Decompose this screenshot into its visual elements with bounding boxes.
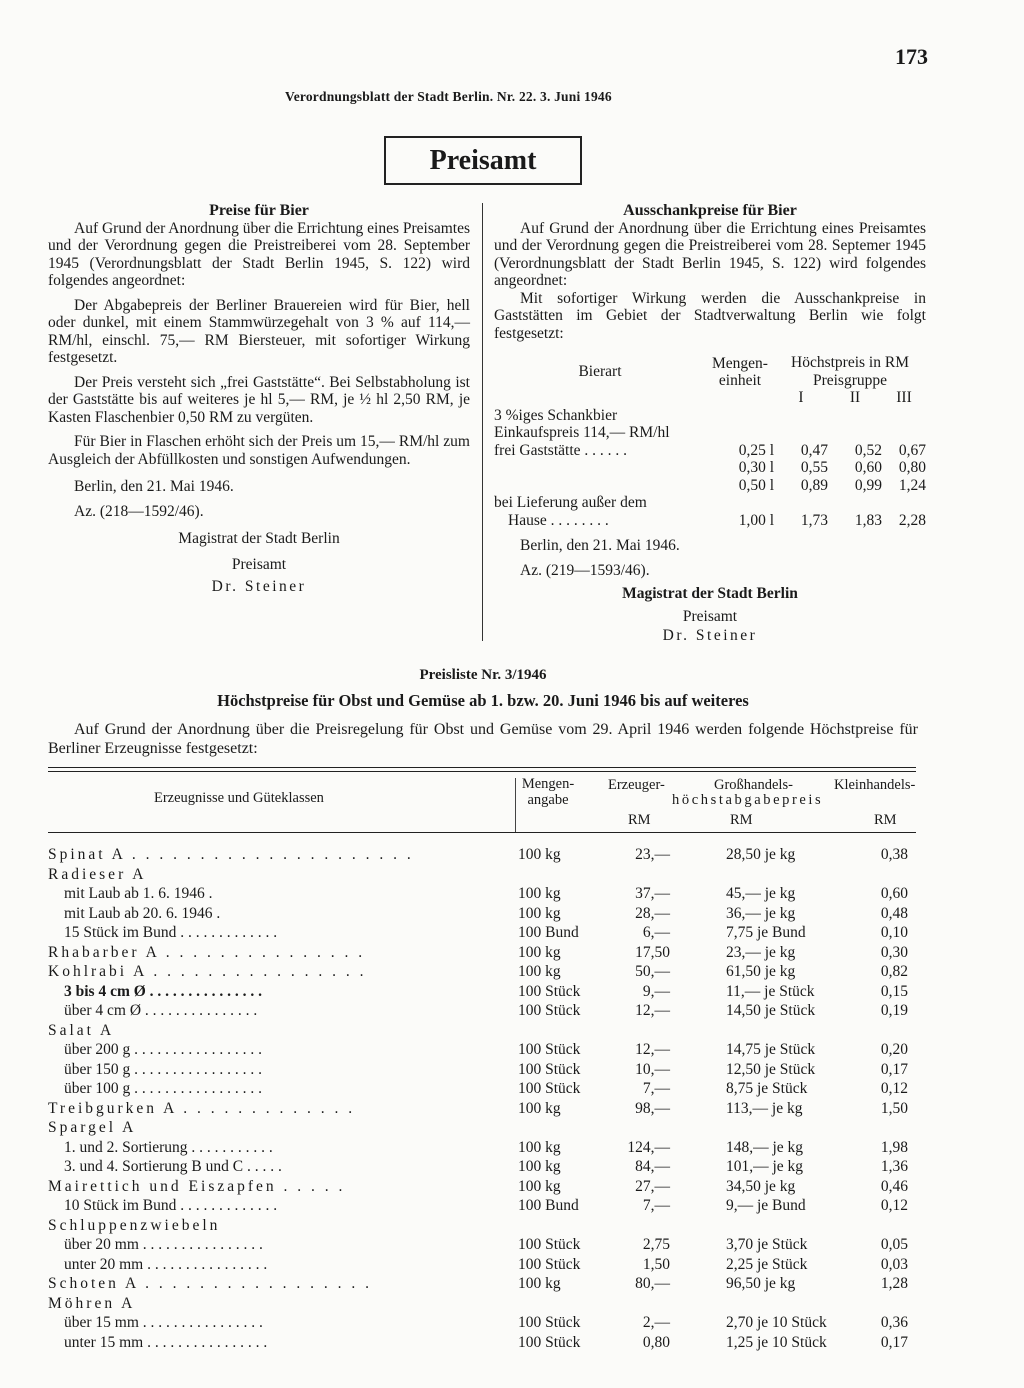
th-menge: Mengen-angabe: [521, 776, 575, 808]
table-row: [48, 1196, 908, 1216]
erzeuger-price-cell: 80,—: [635, 1275, 670, 1292]
erzeuger-price-cell: [600, 1294, 698, 1314]
menge-cell: 100 Bund: [518, 1197, 579, 1214]
product-cell: Rhabarber A . . . . . . . . . . . . . . .: [48, 943, 366, 961]
erzeuger-price-cell: 7,—: [642, 1080, 670, 1097]
beer-row-label: [494, 477, 706, 495]
beer-row-menge: 0,50 l: [738, 476, 774, 494]
th-group-1: I: [798, 389, 804, 406]
kleinhandel-price-cell: 0,48: [880, 904, 908, 922]
beer-row: [494, 442, 926, 460]
kleinhandel-price-cell: [848, 1118, 908, 1138]
beer-row-label: frei Gaststätte . . . . . .: [494, 441, 628, 459]
grosshandel-price-cell: 11,— je Stück: [726, 982, 815, 1000]
table-row: [48, 943, 908, 963]
erzeuger-price-cell: 6,—: [642, 924, 670, 941]
menge-cell: 100 kg: [518, 1138, 561, 1156]
table-row: [48, 1079, 908, 1099]
grosshandel-price-cell: 148,— je kg: [726, 1138, 804, 1156]
menge-cell: 100 kg: [518, 1177, 561, 1195]
erzeuger-price-cell: [600, 865, 698, 885]
grosshandel-price-cell: 1,25 je 10 Stück: [726, 1333, 827, 1351]
grosshandel-price-cell: 2,25 je Stück: [726, 1255, 808, 1273]
product-cell: 3 bis 4 cm Ø . . . . . . . . . . . . . . .: [64, 982, 263, 1000]
product-cell: 3. und 4. Sortierung B und C . . . . .: [64, 1158, 282, 1175]
menge-cell: 100 Stück: [518, 982, 581, 1000]
price-list-title: Höchstpreise für Obst und Gemüse ab 1. bzw. 20. Juni 1946 bis auf weiteres: [217, 691, 749, 710]
table-row: [48, 962, 908, 982]
beer-row-g2: 0,99: [854, 476, 882, 494]
beer-row-g2: 0,60: [854, 459, 882, 476]
menge-cell: 100 Stück: [518, 1333, 581, 1351]
grosshandel-price-cell: 101,— je kg: [726, 1158, 804, 1175]
erzeuger-price-cell: [600, 1118, 698, 1138]
table-row: [48, 1216, 908, 1236]
menge-cell: 100 kg: [518, 885, 561, 902]
section-title: [384, 136, 582, 185]
product-cell: unter 15 mm . . . . . . . . . . . . . . . .: [64, 1333, 268, 1351]
beer-row-g3: 1,24: [898, 476, 926, 494]
product-cell: über 15 mm . . . . . . . . . . . . . . . .: [64, 1314, 263, 1331]
grosshandel-price-cell: 45,— je kg: [726, 885, 796, 902]
product-cell: über 20 mm . . . . . . . . . . . . . . . .: [64, 1236, 263, 1253]
kleinhandel-price-cell: 0,17: [880, 1333, 908, 1351]
grosshandel-price-cell: 28,50 je kg: [726, 846, 796, 863]
product-cell: Spargel A: [48, 1119, 137, 1136]
beer-table-header-1: [494, 354, 926, 372]
right-signature-org: Magistrat der Stadt Berlin: [622, 585, 798, 602]
table-row: [48, 1099, 908, 1119]
kleinhandel-price-cell: 1,98: [880, 1138, 908, 1156]
left-paragraph-1: Auf Grund der Anordnung über die Errichtung eines Preisamtes und der Verordnung gegen die Preistreiberei vom 28. September 1945 (Verordnungsblatt der Stadt Berlin 1945, S. 122) wird folgendes angeordnet:: [48, 219, 471, 289]
table-row: [48, 1274, 908, 1294]
price-list-intro-text: Auf Grund der Anordnung über die Preisregelung für Obst und Gemüse vom 29. April 1946 werden folgende Höchstpreise für Berliner Erzeugnisse festgesetzt:: [48, 721, 918, 757]
left-paragraph-2: Der Abgabepreis der Berliner Brauereien wird für Bier, hell oder dunkel, mit einem Stammwürzegehalt von 3 % auf 114,— RM/hl, einschl. 75,— RM Biersteuer, mit sofortiger Wirkung festgesetzt.: [48, 296, 470, 366]
right-title: Ausschankpreise für Bier: [623, 202, 797, 219]
left-paragraph-4: Für Bier in Flaschen erhöht sich der Preis um 15,— RM/hl zum Ausgleich der Abfüllkosten und sonstigen Aufwendungen.: [48, 433, 470, 468]
erzeuger-price-cell: 0,80: [642, 1333, 670, 1351]
erzeuger-price-cell: 124,—: [627, 1138, 670, 1156]
kleinhandel-price-cell: [848, 865, 908, 885]
kleinhandel-price-cell: 1,36: [880, 1158, 908, 1175]
grosshandel-price-cell: 12,50 je Stück: [726, 1060, 816, 1078]
beer-row-menge: 0,25 l: [738, 441, 774, 459]
header-divider: [515, 778, 516, 832]
product-cell: über 150 g . . . . . . . . . . . . . . . . .: [64, 1060, 263, 1078]
menge-cell: 100 kg: [518, 1158, 561, 1175]
grosshandel-price-cell: [698, 1021, 848, 1041]
product-cell: 10 Stück im Bund . . . . . . . . . . . . .: [64, 1197, 278, 1214]
beer-row-g3: 2,28: [898, 511, 926, 529]
left-az: Az. (218—1592/46).: [74, 502, 204, 520]
right-paragraph-2: Mit sofortiger Wirkung werden die Ausschankpreise in Gaststätten im Gebiet der Stadtverwaltung Berlin wie folgt festgesetzt:: [494, 289, 926, 342]
beer-row: [494, 512, 926, 530]
grosshandel-price-cell: 113,— je kg: [726, 1099, 803, 1117]
table-row: [48, 1333, 908, 1353]
product-cell: Mairettich und Eiszapfen . . . . .: [48, 1177, 346, 1195]
grosshandel-price-cell: 14,75 je Stück: [726, 1041, 816, 1058]
beer-row-g1: 0,89: [800, 476, 828, 494]
table-top-rule: [48, 767, 916, 772]
table-row: [48, 1118, 908, 1138]
menge-cell: 100 Stück: [518, 1255, 581, 1273]
beer-label-a1: 3 %iges Schankbier: [494, 406, 618, 424]
beer-row-label: [494, 459, 706, 477]
kleinhandel-price-cell: 0,38: [880, 846, 908, 863]
th-group-2: II: [849, 389, 861, 406]
beer-label-a2: Einkaufspreis 114,— RM/hl: [494, 424, 670, 441]
table-row: [48, 1294, 908, 1314]
th-rm-erzeuger: RM: [628, 812, 651, 828]
erzeuger-price-cell: 17,50: [635, 943, 670, 961]
kleinhandel-price-cell: [848, 1294, 908, 1314]
left-signature-name: Dr. Steiner: [211, 578, 307, 595]
table-row: [48, 1255, 908, 1275]
product-cell: Radieser A: [48, 865, 147, 883]
product-cell: Salat A: [48, 1021, 115, 1039]
left-date: Berlin, den 21. Mai 1946.: [74, 478, 234, 495]
table-row: [48, 904, 908, 924]
beer-row-g1: 0,47: [800, 441, 828, 459]
product-cell: Schoten A . . . . . . . . . . . . . . . . .: [48, 1275, 373, 1292]
left-title: Preise für Bier: [209, 202, 309, 219]
beer-row-menge: 1,00 l: [738, 511, 774, 529]
erzeuger-price-cell: 7,—: [642, 1197, 670, 1214]
th-hoechstabgabepreis: höchstabgabepreis: [672, 792, 824, 808]
kleinhandel-price-cell: 0,60: [880, 885, 908, 902]
erzeuger-price-cell: [600, 1021, 698, 1041]
product-cell: 1. und 2. Sortierung . . . . . . . . . . .: [64, 1138, 273, 1156]
th-group-3: III: [896, 389, 912, 406]
left-signature-dept: Preisamt: [231, 555, 287, 573]
right-signature-dept: Preisamt: [682, 607, 738, 625]
erzeuger-price-cell: 1,50: [642, 1255, 670, 1273]
grosshandel-price-cell: 7,75 je Bund: [726, 924, 806, 941]
price-table-header: [48, 776, 918, 832]
kleinhandel-price-cell: 0,36: [880, 1314, 908, 1331]
kleinhandel-price-cell: 0,12: [880, 1080, 908, 1097]
product-cell: über 100 g . . . . . . . . . . . . . . . . .: [64, 1080, 263, 1097]
beer-price-table: [494, 354, 926, 529]
menge-cell: [504, 1216, 600, 1236]
product-cell: Möhren A: [48, 1294, 136, 1312]
erzeuger-price-cell: 28,—: [635, 904, 670, 922]
menge-cell: 100 kg: [518, 1099, 561, 1117]
kleinhandel-price-cell: 0,19: [880, 1002, 908, 1019]
table-row: [48, 1157, 908, 1177]
th-erzeuger: Erzeuger-: [608, 777, 665, 793]
menge-cell: [504, 1294, 600, 1314]
table-row: [48, 1313, 908, 1333]
page-number: 173: [895, 44, 928, 69]
beer-row-g1: 0,55: [800, 459, 828, 476]
th-rm-klein: RM: [874, 812, 897, 828]
menge-cell: 100 kg: [518, 904, 561, 922]
beer-row-label-a2: [494, 424, 926, 442]
grosshandel-price-cell: 14,50 je Stück: [726, 1002, 816, 1019]
menge-cell: [504, 1118, 600, 1138]
right-date: Berlin, den 21. Mai 1946.: [520, 537, 680, 554]
kleinhandel-price-cell: 0,12: [880, 1197, 908, 1214]
kleinhandel-price-cell: 0,17: [880, 1060, 908, 1078]
menge-cell: 100 Stück: [518, 1060, 581, 1078]
beer-row-g3: 0,80: [898, 459, 926, 476]
table-row: [48, 1177, 908, 1197]
table-row: [48, 845, 908, 865]
table-row: [48, 1040, 908, 1060]
section-title-text: Preisamt: [429, 144, 537, 176]
price-table: [48, 845, 908, 1352]
grosshandel-price-cell: 96,50 je kg: [726, 1275, 796, 1292]
price-list-number: Preisliste Nr. 3/1946: [419, 667, 547, 683]
grosshandel-price-cell: 9,— je Bund: [726, 1197, 806, 1214]
kleinhandel-price-cell: 0,10: [880, 924, 908, 941]
kleinhandel-price-cell: 0,05: [880, 1236, 908, 1253]
table-row: [48, 865, 908, 885]
kleinhandel-price-cell: 1,50: [880, 1099, 908, 1117]
grosshandel-price-cell: [698, 865, 848, 885]
left-signature-org: Magistrat der Stadt Berlin: [178, 530, 340, 547]
erzeuger-price-cell: 12,—: [635, 1041, 670, 1058]
erzeuger-price-cell: 27,—: [635, 1177, 670, 1195]
th-kleinhandel: Kleinhandels-: [834, 777, 916, 793]
table-row: [48, 884, 908, 904]
kleinhandel-price-cell: 1,28: [880, 1275, 908, 1292]
beer-row-label: Hause . . . . . . . .: [508, 511, 609, 529]
erzeuger-price-cell: 50,—: [635, 963, 670, 980]
beer-row-g1: 1,73: [800, 511, 828, 529]
grosshandel-price-cell: 61,50 je kg: [726, 963, 796, 980]
menge-cell: 100 kg: [518, 1275, 561, 1292]
table-row: [48, 1138, 908, 1158]
table-row: [48, 1001, 908, 1021]
menge-cell: 100 Stück: [518, 1041, 581, 1058]
beer-row-menge: 0,30 l: [738, 459, 774, 476]
erzeuger-price-cell: 84,—: [635, 1158, 670, 1175]
beer-table-header-3: [494, 389, 926, 407]
header-rule: [48, 832, 916, 833]
kleinhandel-price-cell: 0,03: [880, 1255, 908, 1273]
menge-cell: [504, 1021, 600, 1041]
table-row: [48, 1021, 908, 1041]
menge-cell: 100 kg: [518, 943, 561, 961]
product-cell: 15 Stück im Bund . . . . . . . . . . . . .: [64, 924, 278, 941]
right-az: Az. (219—1593/46).: [520, 561, 650, 579]
erzeuger-price-cell: 10,—: [635, 1060, 670, 1078]
table-row: [48, 1235, 908, 1255]
product-cell: Treibgurken A . . . . . . . . . . . . .: [48, 1099, 356, 1117]
erzeuger-price-cell: 12,—: [635, 1002, 670, 1019]
erzeuger-price-cell: 2,—: [642, 1314, 670, 1331]
beer-row-label-a1: [494, 407, 926, 425]
table-row: [48, 923, 908, 943]
erzeuger-price-cell: [600, 1216, 698, 1236]
product-cell: Schluppenzwiebeln: [48, 1216, 221, 1234]
menge-cell: 100 kg: [518, 846, 561, 863]
th-preisgruppe: Preisgruppe: [812, 371, 888, 389]
th-mengeneinheit: Mengen-einheit: [712, 354, 768, 389]
left-paragraph-3: Der Preis versteht sich „frei Gaststätte“. Bei Selbstabholung ist der Gaststätte bis auf weiteres je hl 5,— RM, je ½ hl 2,50 RM, je Kasten Flaschenbier 0,50 RM zu vergüten.: [48, 373, 470, 426]
grosshandel-price-cell: 3,70 je Stück: [726, 1236, 808, 1253]
kleinhandel-price-cell: 0,30: [880, 943, 908, 961]
product-cell: Spinat A . . . . . . . . . . . . . . . . . . . . .: [48, 846, 414, 863]
th-bierart: Bierart: [578, 362, 622, 380]
running-head: Verordnungsblatt der Stadt Berlin. Nr. 22. 3. Juni 1946: [285, 89, 612, 104]
grosshandel-price-cell: [698, 1216, 848, 1236]
grosshandel-price-cell: [698, 1294, 848, 1314]
kleinhandel-price-cell: 0,46: [880, 1177, 908, 1195]
right-column: [494, 202, 926, 645]
right-signature-name: Dr. Steiner: [662, 627, 758, 644]
kleinhandel-price-cell: 0,15: [880, 982, 908, 1000]
product-cell: über 200 g . . . . . . . . . . . . . . . . .: [64, 1041, 263, 1058]
kleinhandel-price-cell: 0,82: [880, 963, 908, 980]
menge-cell: 100 kg: [518, 963, 561, 980]
beer-row: [494, 459, 926, 477]
product-cell: unter 20 mm . . . . . . . . . . . . . . . .: [64, 1255, 268, 1273]
column-divider: [482, 203, 483, 641]
beer-row-g2: 0,52: [854, 441, 882, 459]
menge-cell: 100 Stück: [518, 1002, 581, 1019]
product-cell: mit Laub ab 20. 6. 1946 .: [64, 904, 221, 922]
menge-cell: 100 Bund: [518, 924, 579, 941]
beer-row: [494, 477, 926, 495]
menge-cell: 100 Stück: [518, 1080, 581, 1097]
grosshandel-price-cell: 8,75 je Stück: [726, 1080, 808, 1097]
price-list-intro: [48, 721, 918, 758]
grosshandel-price-cell: 36,— je kg: [726, 904, 796, 922]
th-rm-gross: RM: [730, 812, 753, 828]
table-row: [48, 982, 908, 1002]
left-column: [48, 202, 470, 596]
kleinhandel-price-cell: [848, 1216, 908, 1236]
grosshandel-price-cell: 23,— je kg: [726, 943, 796, 961]
product-cell: mit Laub ab 1. 6. 1946 .: [64, 885, 213, 902]
table-row: [48, 1060, 908, 1080]
menge-cell: [504, 865, 600, 885]
th-grosshandel: Großhandels-: [714, 777, 793, 793]
th-hoechstpreis: Höchstpreis in RM: [791, 354, 909, 371]
erzeuger-price-cell: 2,75: [642, 1236, 670, 1253]
beer-label-b1: bei Lieferung außer dem: [494, 494, 647, 511]
kleinhandel-price-cell: [848, 1021, 908, 1041]
grosshandel-price-cell: 2,70 je 10 Stück: [726, 1314, 827, 1331]
product-cell: über 4 cm Ø . . . . . . . . . . . . . . .: [64, 1002, 258, 1019]
right-paragraph-1: Auf Grund der Anordnung über die Errichtung eines Preisamtes und der Verordnung gegen die Preistreiberei vom 28. Septemer 1945 (Verordnungsblatt der Stadt Berlin 1945, S. 122) wird folgendes angeordnet:: [494, 219, 926, 289]
menge-cell: 100 Stück: [518, 1314, 581, 1331]
product-cell: Kohlrabi A . . . . . . . . . . . . . . . .: [48, 963, 367, 980]
erzeuger-price-cell: 37,—: [635, 885, 670, 902]
beer-row-label-b1: [494, 494, 926, 512]
kleinhandel-price-cell: 0,20: [880, 1041, 908, 1058]
grosshandel-price-cell: [698, 1118, 848, 1138]
beer-row-g2: 1,83: [854, 511, 882, 529]
menge-cell: 100 Stück: [518, 1236, 581, 1253]
erzeuger-price-cell: 98,—: [635, 1099, 670, 1117]
erzeuger-price-cell: 23,—: [635, 846, 670, 863]
beer-row-g3: 0,67: [898, 441, 926, 459]
erzeuger-price-cell: 9,—: [642, 982, 670, 1000]
grosshandel-price-cell: 34,50 je kg: [726, 1177, 796, 1195]
th-product: Erzeugnisse und Güteklassen: [154, 790, 324, 806]
